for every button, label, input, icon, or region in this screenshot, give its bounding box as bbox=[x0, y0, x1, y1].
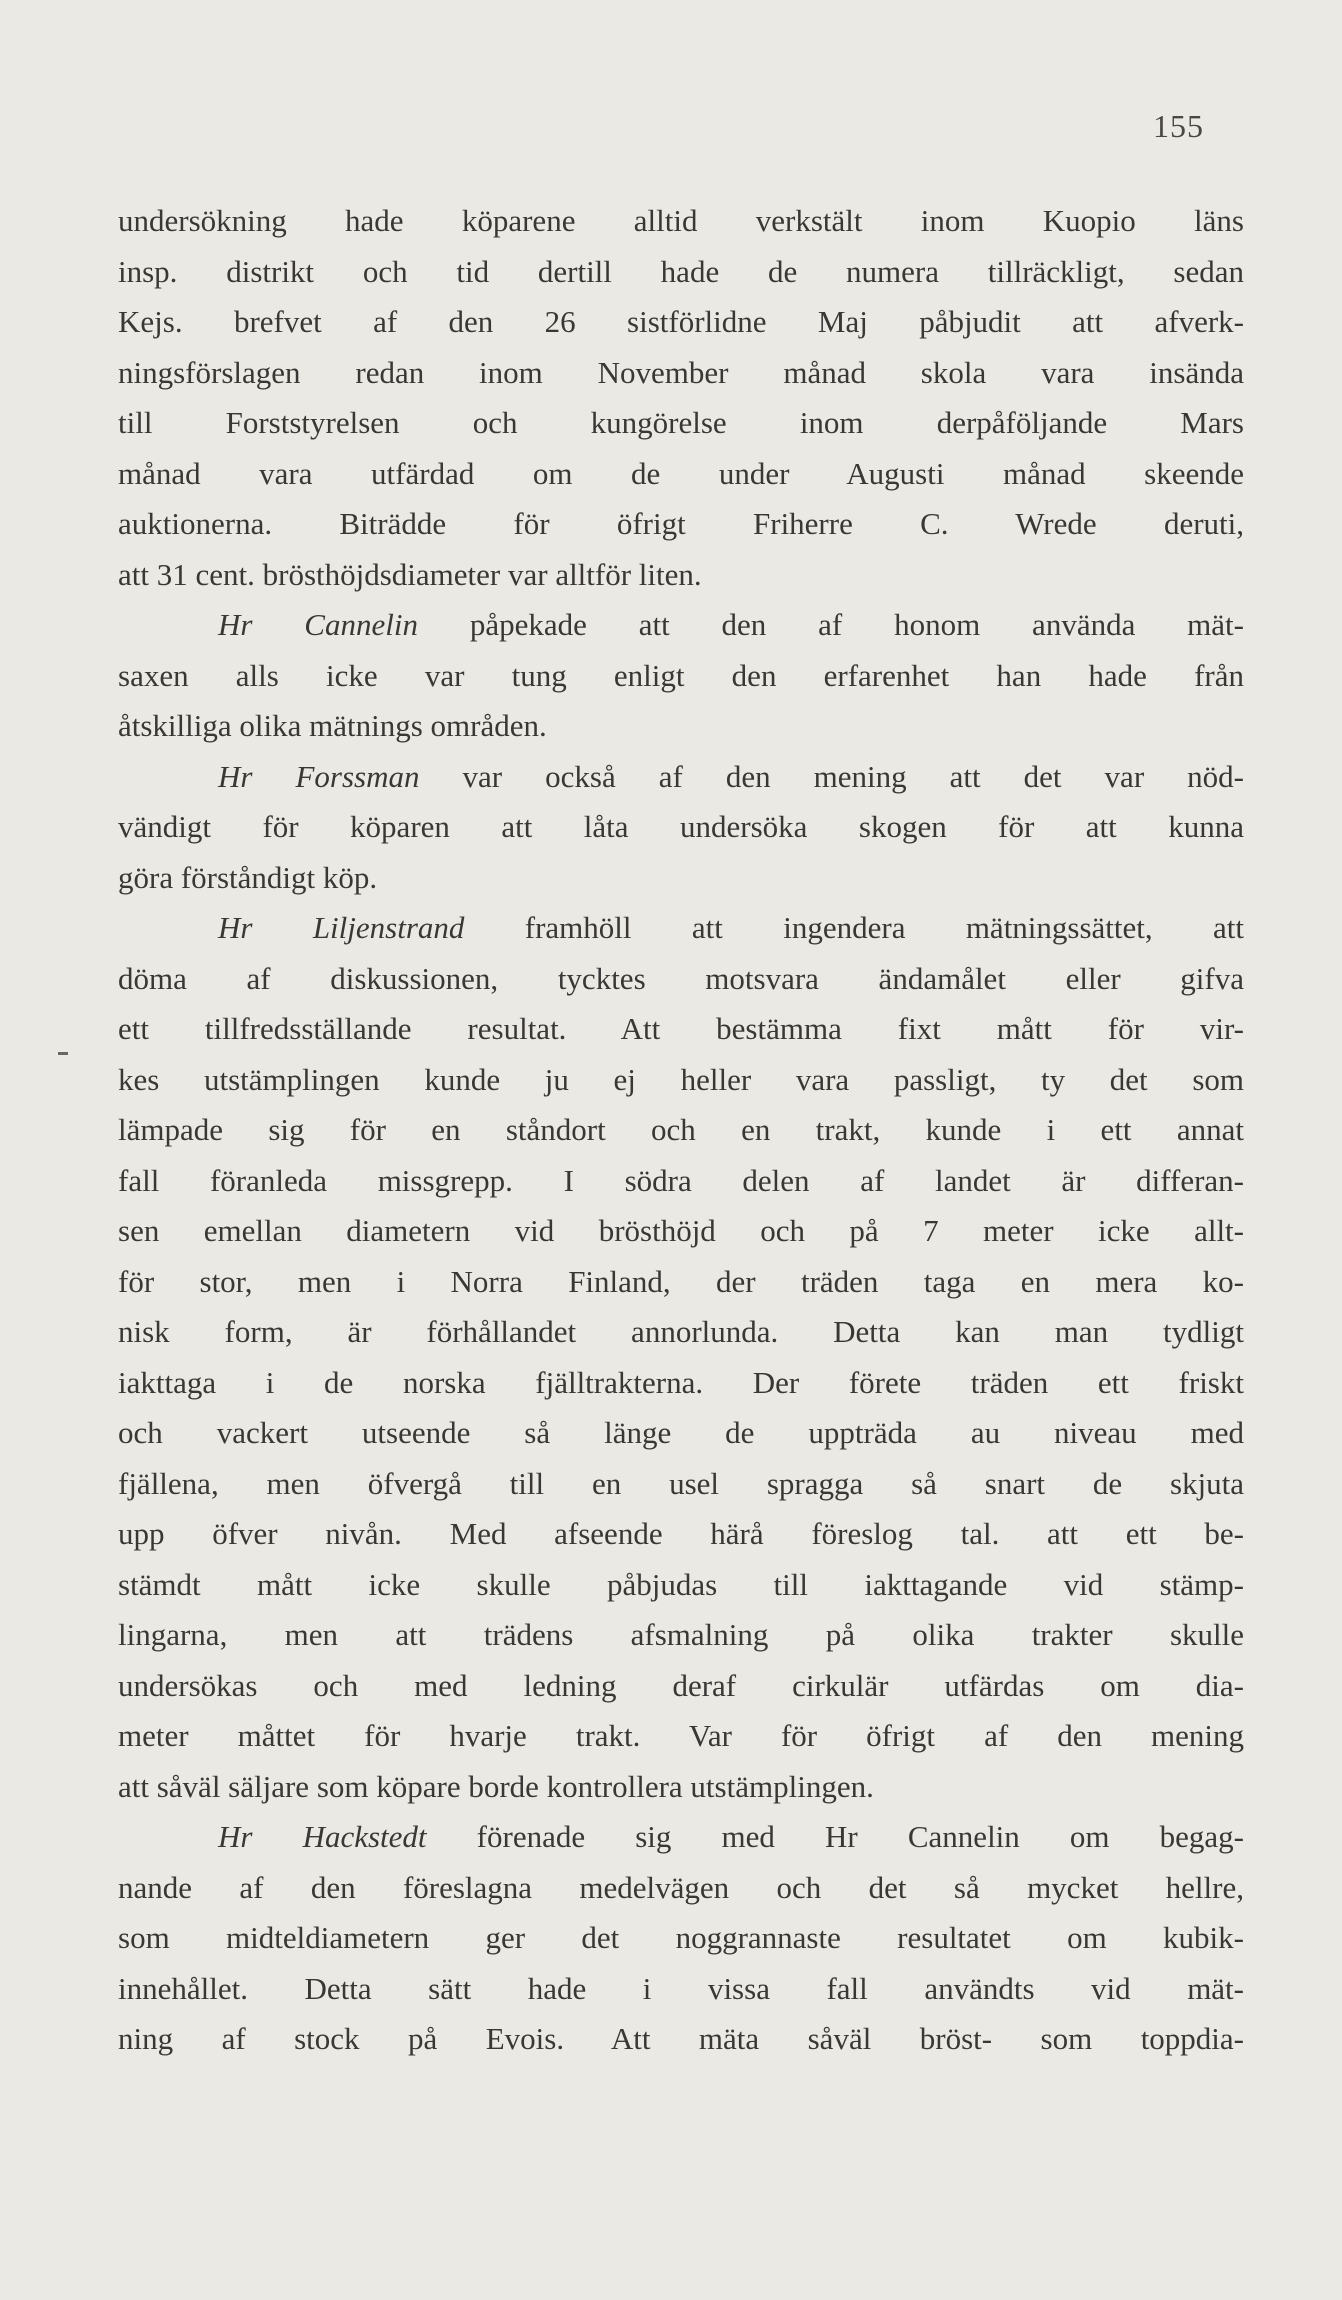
text-line: undersökas och med ledning deraf cirkulär utfärdas om dia- bbox=[118, 1667, 1244, 1703]
text-line: ett tillfredsställande resultat. Att bestämma fixt mått för vir- bbox=[118, 1011, 1244, 1046]
text-line: som midteldiametern ger det noggrannaste resultatet om kubik- bbox=[118, 1920, 1244, 1955]
text-line: för stor, men i Norra Finland, der träden taga en mera ko- bbox=[118, 1263, 1244, 1299]
text-line: månad vara utfärdad om de under Augusti månad skeende bbox=[118, 455, 1244, 491]
text-line: kes utstämplingen kunde ju ej heller vara passligt, ty det som bbox=[118, 1061, 1244, 1097]
text-line: lämpade sig för en ståndort och en trakt, kunde i ett annat bbox=[118, 1112, 1244, 1147]
paragraph-start-forssman: Hr Forssman var också af den mening att det var nöd- bbox=[218, 758, 1244, 794]
text-line: nande af den föreslagna medelvägen och det så mycket hellre, bbox=[118, 1869, 1244, 1905]
text-line: upp öfver nivån. Med afseende härå föreslog tal. att ett be- bbox=[118, 1516, 1244, 1551]
text-line: ningsförslagen redan inom November månad skola vara insända bbox=[118, 354, 1244, 390]
paragraph-start-cannelin: Hr Cannelin påpekade att den af honom använda mät- bbox=[218, 607, 1244, 642]
paragraph-start-hackstedt: Hr Hackstedt förenade sig med Hr Cannelin om begag- bbox=[218, 1819, 1244, 1854]
text-line: åtskilliga olika mätnings områden. bbox=[118, 708, 547, 743]
text-line: undersökning hade köparene alltid verkstält inom Kuopio läns bbox=[118, 203, 1244, 238]
text-line: Kejs. brefvet af den 26 sistförlidne Maj påbjudit att afverk- bbox=[118, 304, 1244, 339]
page-number: 155 bbox=[1153, 108, 1204, 144]
speaker-name: Hr Hackstedt bbox=[218, 1819, 427, 1854]
text-line: innehållet. Detta sätt hade i vissa fall användts vid mät- bbox=[118, 1970, 1244, 2006]
body-text bbox=[118, 196, 1244, 2065]
text-line: döma af diskussionen, tycktes motsvara ändamålet eller gifva bbox=[118, 960, 1244, 996]
text-line: fall föranleda missgrepp. I södra delen af landet är differan- bbox=[118, 1162, 1244, 1198]
text-line: saxen alls icke var tung enligt den erfarenhet han hade från bbox=[118, 657, 1244, 693]
paragraph-start-liljenstrand: Hr Liljenstrand framhöll att ingendera mätningssättet, att bbox=[218, 910, 1244, 945]
text-line: ning af stock på Evois. Att mäta såväl bröst- som toppdia- bbox=[118, 2021, 1244, 2056]
text-line: insp. distrikt och tid dertill hade de numera tillräckligt, sedan bbox=[118, 253, 1244, 289]
text-line: fjällena, men öfvergå till en usel spragga så snart de skjuta bbox=[118, 1465, 1244, 1501]
text-line: meter måttet för hvarje trakt. Var för öfrigt af den mening bbox=[118, 1718, 1244, 1753]
margin-mark bbox=[58, 1052, 68, 1055]
text-line: till Forststyrelsen och kungörelse inom derpåföljande Mars bbox=[118, 405, 1244, 440]
text-line: nisk form, är förhållandet annorlunda. Detta kan man tydligt bbox=[118, 1314, 1244, 1349]
text-line: göra förståndigt köp. bbox=[118, 859, 378, 895]
text-line: stämdt mått icke skulle påbjudas till iakttagande vid stämp- bbox=[118, 1566, 1244, 1602]
text-line: och vackert utseende så länge de uppträda au niveau med bbox=[118, 1415, 1244, 1450]
text-line: att 31 cent. brösthöjdsdiameter var alltför liten. bbox=[118, 556, 702, 592]
text-line: iakttaga i de norska fjälltrakterna. Der förete träden ett friskt bbox=[118, 1364, 1244, 1400]
speaker-name: Hr Cannelin bbox=[218, 607, 418, 642]
text-line: lingarna, men att trädens afsmalning på olika trakter skulle bbox=[118, 1617, 1244, 1652]
speaker-name: Hr Forssman bbox=[218, 758, 420, 794]
text-line: auktionerna. Biträdde för öfrigt Friherre C. Wrede deruti, bbox=[118, 506, 1244, 541]
speaker-name: Hr Liljenstrand bbox=[218, 910, 465, 945]
text-line: vändigt för köparen att låta undersöka skogen för att kunna bbox=[118, 809, 1244, 844]
text-line: att såväl säljare som köpare borde kontrollera utstämplingen. bbox=[118, 1768, 874, 1804]
text-line: sen emellan diametern vid brösthöjd och på 7 meter icke allt- bbox=[118, 1213, 1244, 1248]
